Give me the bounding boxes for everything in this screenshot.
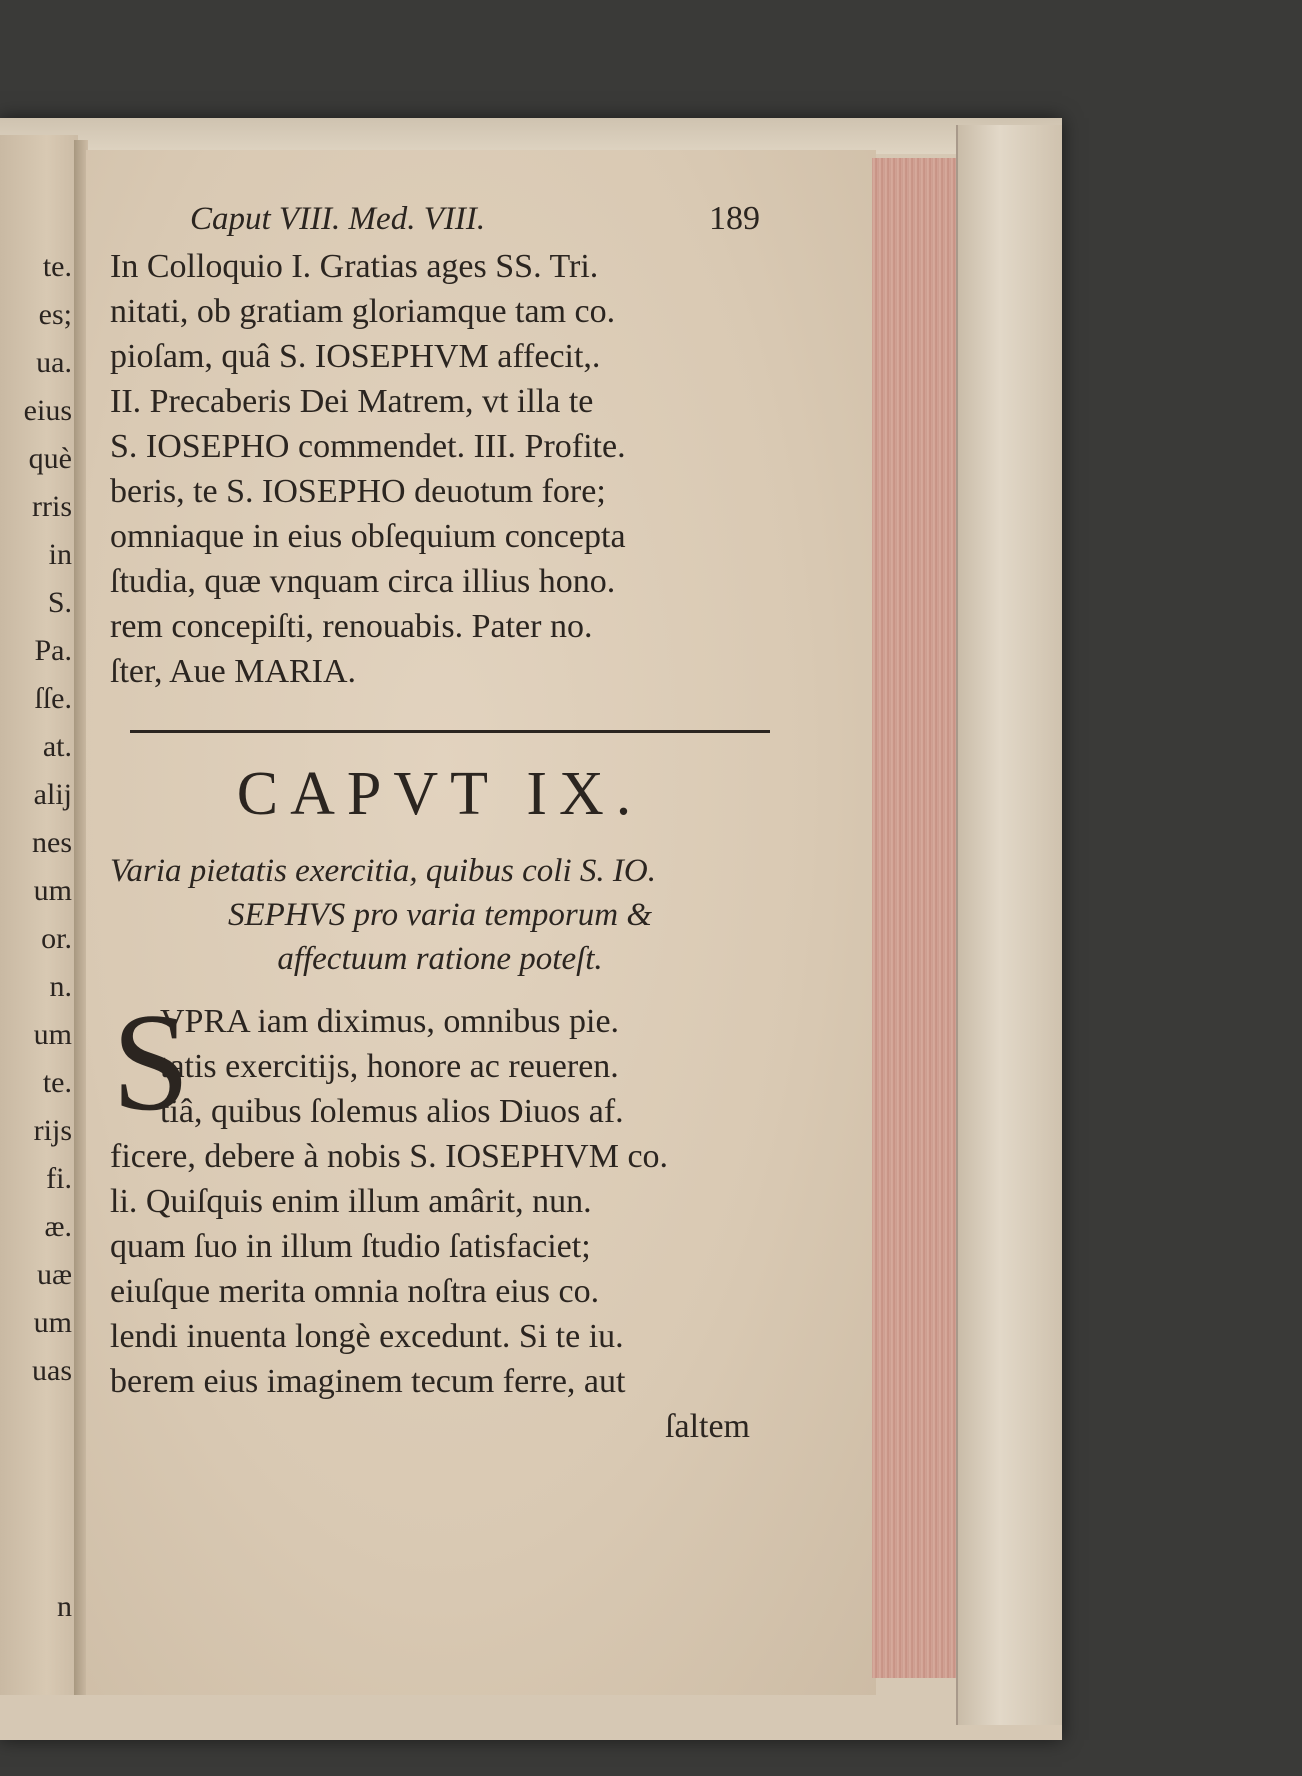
book-top-edge xyxy=(0,118,1062,154)
left-page-fragment: in xyxy=(48,538,72,571)
left-page-fragment: te. xyxy=(42,1066,72,1099)
left-page-fragment: què xyxy=(28,442,72,475)
left-page-fragment: um xyxy=(33,1018,72,1051)
text-line: lendi inuenta longè excedunt. Si te iu. xyxy=(110,1318,624,1355)
left-page-fragment: rijs xyxy=(33,1114,72,1147)
body-paragraph xyxy=(110,985,770,1449)
left-page-fragment: S. xyxy=(47,586,72,619)
subtitle-line: Varia pietatis exercitia, quibus coli S. IO. xyxy=(110,853,656,889)
left-page-fragment: nes xyxy=(32,826,72,859)
left-page-fragment: es; xyxy=(38,298,72,331)
left-page-fragment: um xyxy=(33,874,72,907)
text-line: nitati, ob gratiam gloriamque tam co. xyxy=(110,293,616,330)
text-line: quam ſuo in illum ſtudio ſatisfaciet; xyxy=(110,1228,591,1265)
text-line: eiuſque merita omnia noſtra eius co. xyxy=(110,1273,600,1310)
left-page-fragment: uæ xyxy=(36,1258,72,1291)
left-page-fragment: ſſe. xyxy=(34,682,72,715)
text-line: omniaque in eius obſequium concepta xyxy=(110,518,626,555)
text-line: tatis exercitijs, honore ac reueren. xyxy=(160,1048,619,1085)
text-line: S. IOSEPHO commendet. III. Profite. xyxy=(110,428,626,465)
drop-cap: S xyxy=(112,985,190,1140)
left-page-fragment: te. xyxy=(42,250,72,283)
left-page xyxy=(0,135,78,1695)
text-line: tiâ, quibus ſolemus alios Diuos af. xyxy=(160,1093,624,1130)
text-line: berem eius imaginem tecum ferre, aut xyxy=(110,1363,626,1400)
text-line: ſtudia, quæ vnquam circa illius hono. xyxy=(110,563,616,600)
text-line: pioſam, quâ S. IOSEPHVM affecit,. xyxy=(110,338,601,375)
section-divider xyxy=(130,730,770,733)
text-line: VPRA iam diximus, omnibus pie. xyxy=(160,1003,620,1040)
text-line: II. Precaberis Dei Matrem, vt illa te xyxy=(110,383,594,420)
text-line: ficere, debere à nobis S. IOSEPHVM co. xyxy=(110,1138,669,1175)
cover-edge xyxy=(956,125,1062,1725)
left-page-fragment: n. xyxy=(49,970,72,1003)
left-page-fragment: fi. xyxy=(46,1162,72,1195)
text-line: beris, te S. IOSEPHO deuotum fore; xyxy=(110,473,606,510)
chapter-heading: CAPVT IX. xyxy=(236,760,644,828)
left-page-fragment: n xyxy=(57,1590,72,1623)
left-page-fragment: or. xyxy=(41,922,72,955)
page-edges xyxy=(872,158,958,1678)
left-page-fragment: eius xyxy=(23,394,72,427)
text-line: li. Quiſquis enim illum amârit, nun. xyxy=(110,1183,592,1220)
text-line: In Colloquio I. Gratias ages SS. Tri. xyxy=(110,248,599,285)
left-page-fragment: ua. xyxy=(36,346,72,379)
colloquium-paragraph xyxy=(110,244,770,694)
left-page-fragment: Pa. xyxy=(34,634,72,667)
left-page-fragment: rris xyxy=(32,490,72,523)
subtitle-line: SEPHVS pro varia temporum & xyxy=(227,897,653,933)
catchword: ſaltem xyxy=(665,1408,750,1445)
chapter-subtitle xyxy=(110,849,770,981)
left-page-fragment: æ. xyxy=(44,1210,72,1243)
page-text xyxy=(110,200,770,1449)
left-page-fragment: um xyxy=(33,1306,72,1339)
left-page-fragment: at. xyxy=(42,730,72,763)
running-title: Caput VIII. Med. VIII. xyxy=(190,201,486,237)
subtitle-line: affectuum ratione poteſt. xyxy=(277,941,603,977)
left-page-fragment: alij xyxy=(33,778,72,811)
text-line: rem concepiſti, renouabis. Pater no. xyxy=(110,608,593,645)
text-line: ſter, Aue MARIA. xyxy=(110,653,357,690)
left-page-fragment: uas xyxy=(32,1354,72,1387)
running-header xyxy=(110,200,770,238)
page-number: 189 xyxy=(709,200,760,237)
